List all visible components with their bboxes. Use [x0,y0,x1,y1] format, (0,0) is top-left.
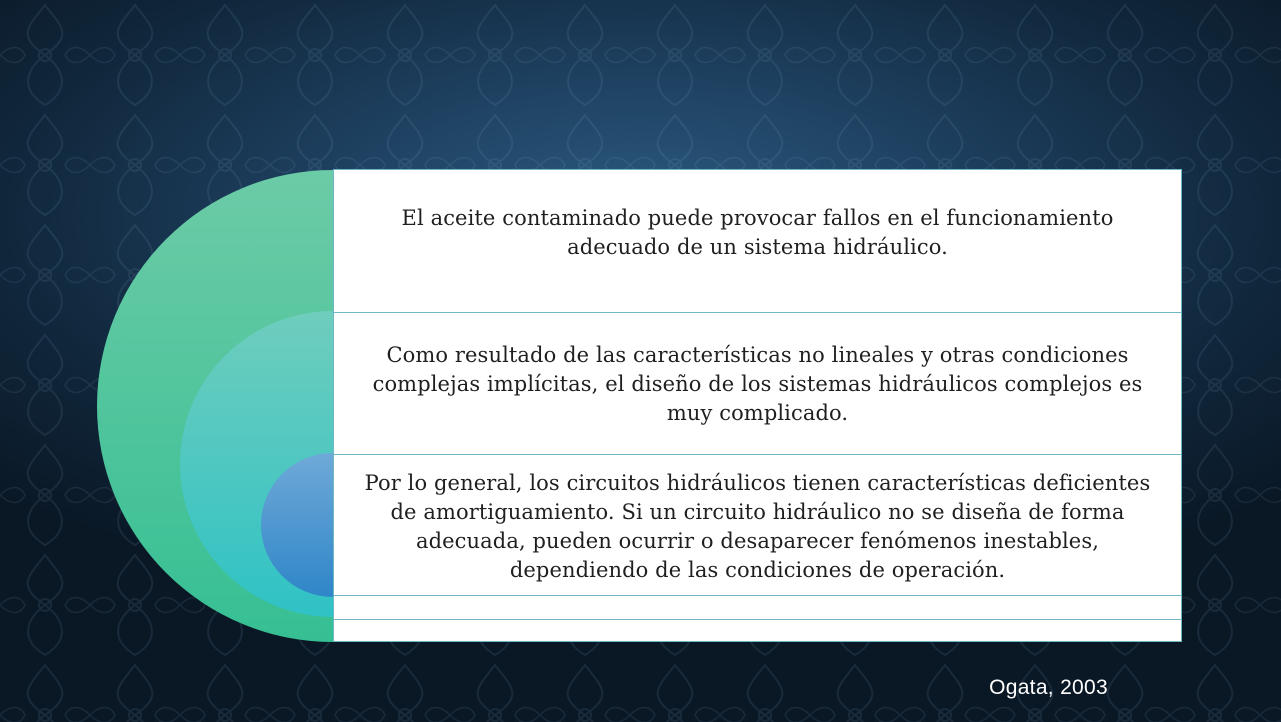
text-panel-1 [333,169,1182,312]
panel-3-text: Por lo general, los circuitos hidráulicos tienen características deficientes de amortiguamiento. Si un circuito hidráulico no se diseña de forma adecuada, pueden ocurrir o desaparecer fenómenos inestables, dependiendo de las condiciones de operación. [364,471,1151,582]
empty-panel-4 [333,595,1182,619]
panel-2-text: Como resultado de las características no lineales y otras condiciones complejas implícitas, el diseño de los sistemas hidráulicos complejos es muy complicado. [372,343,1143,425]
text-panel-2 [333,312,1182,454]
text-panel-3 [333,454,1182,595]
empty-panel-5 [333,619,1182,642]
citation: Ogata, 2003 [989,676,1108,699]
panel-1-text: El aceite contaminado puede provocar fallos en el funcionamiento adecuado de un sistema hidráulico. [401,205,1114,259]
